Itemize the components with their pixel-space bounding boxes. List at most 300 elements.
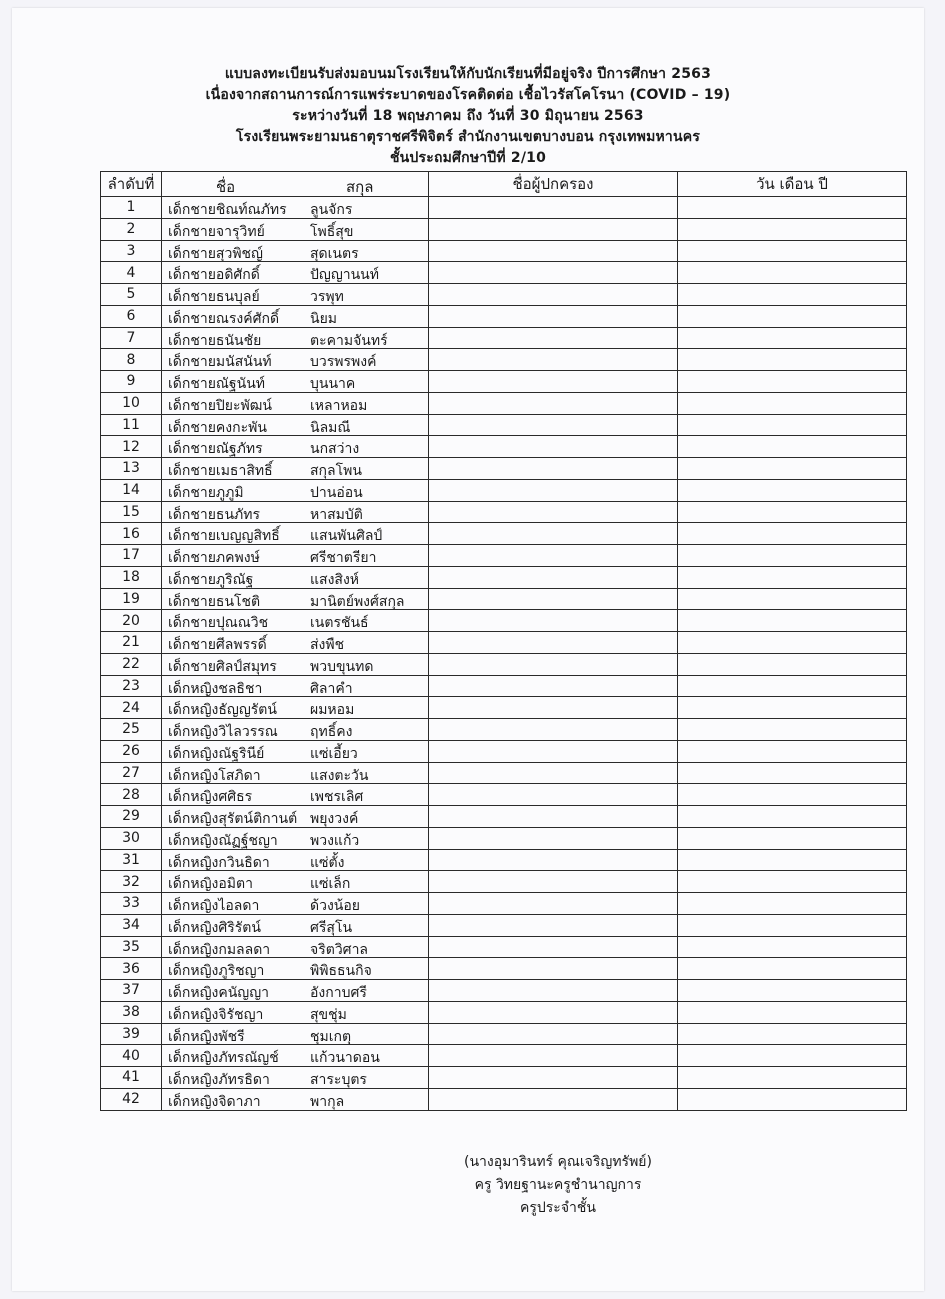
table-row [101,588,907,610]
school-line: โรงเรียนพระยามนธาตุราชศรีพิจิตร์ สำนักงานเขตบางบอน กรุงเทพมหานคร [235,129,701,145]
student-last-name: แซ่เล็ก [310,876,351,893]
row-number: 36 [101,958,162,980]
table-row [101,523,907,545]
date-cell[interactable] [678,610,907,632]
row-number: 15 [101,501,162,523]
student-name-cell [162,719,429,741]
row-number: 5 [101,284,162,306]
table-row [101,371,907,393]
row-number: 34 [101,914,162,936]
student-last-name: วรพุท [310,289,344,305]
guardian-name-cell[interactable] [429,262,678,284]
guardian-name-cell[interactable] [429,827,678,849]
row-number: 16 [101,523,162,545]
row-number: 25 [101,719,162,741]
header-guardian: ชื่อผู้ปกครอง [429,172,678,197]
student-name-cell [162,893,429,915]
guardian-name-cell[interactable] [429,958,678,980]
student-last-name: แซ่ตั้ง [310,854,345,871]
date-cell[interactable] [678,262,907,284]
guardian-name-cell[interactable] [429,632,678,654]
student-last-name: นิลมณี [310,419,351,436]
teacher-role: ครูประจำชั้น [520,1200,596,1216]
student-first-name: เด็กชายเมธาสิทธิ์ [168,463,273,479]
date-cell[interactable] [678,349,907,371]
student-last-name: ฤทธิ์คง [310,724,353,740]
student-name-cell [162,610,429,632]
student-name-cell [162,849,429,871]
student-name-cell [162,262,429,284]
student-last-name: ตะคามจันทร์ [310,332,388,349]
table-row [101,1088,907,1110]
student-name-cell [162,436,429,458]
student-last-name: สุขชุ่ม [310,1006,347,1023]
date-cell[interactable] [678,458,907,480]
document-page [12,8,924,1291]
guardian-name-cell[interactable] [429,479,678,501]
student-first-name: เด็กหญิงอมิตา [168,876,253,893]
row-number: 9 [101,371,162,393]
student-last-name: แสงสิงห์ [310,571,360,588]
date-cell[interactable] [678,479,907,501]
guardian-name-cell[interactable] [429,392,678,414]
student-first-name: เด็กหญิงณัฏฐ์ชญา [168,832,278,849]
student-last-name: ปัญญานนท์ [310,267,379,284]
table-row [101,610,907,632]
document-header [12,64,924,169]
student-first-name: เด็กหญิงณัฐรินีย์ [168,745,265,762]
student-name-cell [162,958,429,980]
student-name-cell [162,371,429,393]
student-name-cell [162,588,429,610]
date-cell[interactable] [678,675,907,697]
date-cell[interactable] [678,1023,907,1045]
row-number: 13 [101,458,162,480]
student-first-name: เด็กชายคงกะพัน [168,419,267,436]
header-date: วัน เดือน ปี [678,172,907,197]
table-row [101,980,907,1002]
student-name-cell [162,675,429,697]
student-name-cell [162,327,429,349]
date-cell[interactable] [678,849,907,871]
student-first-name: เด็กหญิงจิรัชญา [168,1006,264,1023]
header-no: ลำดับที่ [101,172,162,197]
row-number: 30 [101,827,162,849]
date-cell[interactable] [678,523,907,545]
table-row [101,849,907,871]
row-number: 32 [101,871,162,893]
date-cell[interactable] [678,697,907,719]
guardian-name-cell[interactable] [429,284,678,306]
student-name-cell [162,305,429,327]
table-row [101,218,907,240]
table-row [101,827,907,849]
student-first-name: เด็กชายธนบุลย์ [168,289,260,305]
guardian-name-cell[interactable] [429,893,678,915]
row-number: 40 [101,1045,162,1067]
date-cell[interactable] [678,784,907,806]
student-first-name: เด็กชายศีลพรรดิ์ [168,637,267,653]
student-name-cell [162,980,429,1002]
guardian-name-cell[interactable] [429,784,678,806]
guardian-name-cell[interactable] [429,218,678,240]
table-row [101,914,907,936]
date-cell[interactable] [678,392,907,414]
row-number: 23 [101,675,162,697]
row-number: 21 [101,632,162,654]
date-cell[interactable] [678,1045,907,1067]
signature-block [12,1151,924,1220]
guardian-name-cell[interactable] [429,849,678,871]
teacher-name: (นางอุมารินทร์ คุณเจริญทรัพย์) [464,1154,652,1170]
row-number: 2 [101,218,162,240]
student-last-name: พยุงวงค์ [310,811,359,827]
row-number: 33 [101,893,162,915]
student-last-name: อังกาบศรี [310,985,367,1001]
student-last-name: แสนพันศิลป์ [310,528,383,545]
student-name-cell [162,1045,429,1067]
student-last-name: บวรพรพงค์ [310,354,377,371]
title-line: แบบลงทะเบียนรับส่งมอบนมโรงเรียนให้กับนักเรียนที่มีอยู่จริง ปีการศึกษา 2563 [224,66,712,82]
row-number: 4 [101,262,162,284]
guardian-name-cell[interactable] [429,1088,678,1110]
table-row [101,632,907,654]
table-row [101,197,907,219]
row-number: 20 [101,610,162,632]
guardian-name-cell[interactable] [429,414,678,436]
row-number: 12 [101,436,162,458]
student-last-name: บุนนาค [310,376,356,392]
guardian-name-cell[interactable] [429,566,678,588]
table-row [101,740,907,762]
row-number: 6 [101,305,162,327]
student-first-name: เด็กหญิงคนัญญา [168,985,270,1001]
header-last-name: สกุล [346,178,374,196]
row-number: 37 [101,980,162,1002]
student-name-cell [162,914,429,936]
date-cell[interactable] [678,893,907,915]
roster-body [101,197,907,1111]
row-number: 38 [101,1001,162,1023]
student-first-name: เด็กหญิงธัญญรัตน์ [168,702,277,719]
row-number: 3 [101,240,162,262]
date-cell[interactable] [678,806,907,828]
table-row [101,262,907,284]
table-row [101,762,907,784]
student-first-name: เด็กหญิงภูริชญา [168,963,265,980]
date-cell[interactable] [678,827,907,849]
student-last-name: ศรีสุโน [310,919,353,936]
student-last-name: มานิตย์พงศ์สกุล [310,593,405,610]
guardian-name-cell[interactable] [429,806,678,828]
table-row [101,719,907,741]
student-first-name: เด็กชายธนโชติ [168,593,261,610]
guardian-name-cell[interactable] [429,305,678,327]
date-cell[interactable] [678,218,907,240]
date-cell[interactable] [678,371,907,393]
student-first-name: เด็กหญิงภัทรธิดา [168,1072,270,1088]
guardian-name-cell[interactable] [429,523,678,545]
table-row [101,458,907,480]
table-row [101,697,907,719]
student-last-name: พากุล [310,1093,345,1110]
table-row [101,1023,907,1045]
table-row [101,305,907,327]
student-first-name: เด็กหญิงกวินธิดา [168,854,270,871]
student-name-cell [162,458,429,480]
student-first-name: เด็กหญิงสุรัตน์ติกานต์ [168,811,298,827]
row-number: 22 [101,653,162,675]
date-cell[interactable] [678,719,907,741]
guardian-name-cell[interactable] [429,675,678,697]
student-name-cell [162,566,429,588]
student-name-cell [162,523,429,545]
guardian-name-cell[interactable] [429,436,678,458]
guardian-name-cell[interactable] [429,371,678,393]
student-name-cell [162,740,429,762]
table-row [101,545,907,567]
date-cell[interactable] [678,1067,907,1089]
student-name-cell [162,632,429,654]
date-cell[interactable] [678,566,907,588]
date-cell[interactable] [678,958,907,980]
date-cell[interactable] [678,284,907,306]
student-first-name: เด็กหญิงวิไลวรรณ [168,724,278,740]
date-cell[interactable] [678,414,907,436]
table-row [101,653,907,675]
row-number: 41 [101,1067,162,1089]
table-row [101,1001,907,1023]
date-cell[interactable] [678,305,907,327]
row-number: 10 [101,392,162,414]
date-cell[interactable] [678,327,907,349]
table-row [101,414,907,436]
guardian-name-cell[interactable] [429,697,678,719]
student-first-name: เด็กชายภคพงษ์ [168,550,260,566]
student-last-name: ชุมเกตุ [310,1028,352,1045]
student-last-name: ปานอ่อน [310,484,363,501]
student-first-name: เด็กหญิงศิริรัตน์ [168,919,261,936]
date-cell[interactable] [678,1088,907,1110]
guardian-name-cell[interactable] [429,1023,678,1045]
student-name-cell [162,1001,429,1023]
student-name-cell [162,218,429,240]
student-name-cell [162,501,429,523]
table-row [101,566,907,588]
student-name-cell [162,545,429,567]
guardian-name-cell[interactable] [429,588,678,610]
header-first-name: ชื่อ [216,178,236,196]
guardian-name-cell[interactable] [429,458,678,480]
guardian-name-cell[interactable] [429,871,678,893]
student-name-cell [162,1088,429,1110]
student-first-name: เด็กชายธนภัทร [168,506,261,523]
date-cell[interactable] [678,197,907,219]
table-row [101,1067,907,1089]
student-first-name: เด็กชายณัฐนันท์ [168,376,266,392]
class-line: ชั้นประถมศึกษาปีที่ 2/10 [389,150,547,166]
student-name-cell [162,349,429,371]
table-row [101,327,907,349]
student-last-name: เนตรชันธ์ [310,615,369,632]
row-number: 27 [101,762,162,784]
student-first-name: เด็กชายเบญญสิทธิ์ [168,528,280,545]
table-row [101,784,907,806]
student-first-name: เด็กชายณัฐภัทร [168,441,263,458]
table-row [101,240,907,262]
table-row [101,806,907,828]
date-cell[interactable] [678,871,907,893]
roster-table [100,171,907,1111]
student-name-cell [162,806,429,828]
student-last-name: ศรีชาตรียา [310,550,377,566]
date-cell[interactable] [678,632,907,654]
header-name [162,172,429,197]
student-first-name: เด็กชายภูริณัฐ [168,571,254,588]
student-name-cell [162,653,429,675]
guardian-name-cell[interactable] [429,349,678,371]
date-cell[interactable] [678,653,907,675]
student-first-name: เด็กหญิงศศิธร [168,789,253,806]
date-cell[interactable] [678,936,907,958]
guardian-name-cell[interactable] [429,197,678,219]
guardian-name-cell[interactable] [429,936,678,958]
table-row [101,871,907,893]
guardian-name-cell[interactable] [429,610,678,632]
student-first-name: เด็กชายมนัสนันท์ [168,354,272,371]
guardian-name-cell[interactable] [429,762,678,784]
row-number: 31 [101,849,162,871]
table-row [101,349,907,371]
student-first-name: เด็กชายสุวพิชญ์ [168,245,263,262]
student-first-name: เด็กชายอดิศักดิ์ [168,267,260,284]
row-number: 35 [101,936,162,958]
student-first-name: เด็กหญิงกมลลดา [168,941,271,958]
student-first-name: เด็กหญิงไอลดา [168,898,260,914]
student-first-name: เด็กหญิงพัชรี [168,1028,245,1045]
table-row [101,436,907,458]
guardian-name-cell[interactable] [429,501,678,523]
row-number: 39 [101,1023,162,1045]
student-last-name: สกุลโพน [310,463,362,479]
student-last-name: แซ่เอี้ยว [310,745,358,762]
student-first-name: เด็กหญิงภัทรณัญช์ [168,1050,279,1067]
guardian-name-cell[interactable] [429,327,678,349]
guardian-name-cell[interactable] [429,1045,678,1067]
student-first-name: เด็กชายณรงค์ศักดิ์ [168,310,280,327]
student-first-name: เด็กชายจารุวิทย์ [168,223,265,240]
student-last-name: แก้วนาดอน [310,1050,380,1067]
student-last-name: ผมหอม [310,702,355,719]
row-number: 17 [101,545,162,567]
subtitle-line: เนื่องจากสถานการณ์การแพร่ระบาดของโรคติดต่อ เชื้อไวรัสโคโรนา (COVID – 19) [205,87,731,103]
date-cell[interactable] [678,436,907,458]
student-first-name: เด็กชายปุณณวิช [168,615,269,632]
student-last-name: พวบขุนทด [310,658,374,675]
student-last-name: เหลาหอม [310,397,368,414]
student-name-cell [162,871,429,893]
student-last-name: ศิลาคำ [310,680,353,697]
table-row [101,936,907,958]
teacher-position: ครู วิทยฐานะครูชำนาญการ [474,1177,642,1193]
student-last-name: ด้วงน้อย [310,898,360,914]
row-number: 8 [101,349,162,371]
date-cell[interactable] [678,980,907,1002]
table-row [101,392,907,414]
guardian-name-cell[interactable] [429,240,678,262]
row-number: 24 [101,697,162,719]
table-row [101,893,907,915]
guardian-name-cell[interactable] [429,1067,678,1089]
student-last-name: โพธิ์สุข [310,223,354,240]
row-number: 11 [101,414,162,436]
table-row [101,479,907,501]
date-cell[interactable] [678,501,907,523]
row-number: 28 [101,784,162,806]
student-last-name: เพชรเลิศ [310,789,364,806]
guardian-name-cell[interactable] [429,719,678,741]
student-last-name: นิยม [310,310,338,327]
student-name-cell [162,479,429,501]
date-cell[interactable] [678,240,907,262]
student-first-name: เด็กหญิงโสภิดา [168,767,261,784]
row-number: 19 [101,588,162,610]
student-last-name: จริตวิศาล [310,941,369,958]
table-row [101,958,907,980]
student-last-name: แสงตะวัน [310,767,369,784]
student-name-cell [162,936,429,958]
student-last-name: หาสมบัติ [310,506,363,523]
guardian-name-cell[interactable] [429,980,678,1002]
student-name-cell [162,240,429,262]
row-number: 7 [101,327,162,349]
table-header-row [101,172,907,197]
row-number: 1 [101,197,162,219]
student-last-name: พิพิธธนกิจ [310,963,372,980]
guardian-name-cell[interactable] [429,1001,678,1023]
table-row [101,675,907,697]
guardian-name-cell[interactable] [429,545,678,567]
table-row [101,284,907,306]
row-number: 14 [101,479,162,501]
date-cell[interactable] [678,545,907,567]
student-name-cell [162,1023,429,1045]
student-name-cell [162,284,429,306]
student-name-cell [162,197,429,219]
date-cell[interactable] [678,740,907,762]
guardian-name-cell[interactable] [429,740,678,762]
student-name-cell [162,1067,429,1089]
date-cell[interactable] [678,914,907,936]
student-name-cell [162,392,429,414]
row-number: 42 [101,1088,162,1110]
student-last-name: พวงแก้ว [310,832,360,849]
student-name-cell [162,762,429,784]
student-first-name: เด็กชายศิลป์สมุทร [168,658,277,675]
student-name-cell [162,697,429,719]
student-last-name: สาระบุตร [310,1072,367,1088]
date-cell[interactable] [678,762,907,784]
guardian-name-cell[interactable] [429,914,678,936]
date-cell[interactable] [678,588,907,610]
student-last-name: ลูนจักร [310,202,353,218]
student-name-cell [162,827,429,849]
guardian-name-cell[interactable] [429,653,678,675]
student-first-name: เด็กชายภูภูมิ [168,484,244,501]
date-cell[interactable] [678,1001,907,1023]
date-range-line: ระหว่างวันที่ 18 พฤษภาคม ถึง วันที่ 30 มิถุนายน 2563 [292,108,644,124]
student-first-name: เด็กหญิงชลธิชา [168,680,263,697]
